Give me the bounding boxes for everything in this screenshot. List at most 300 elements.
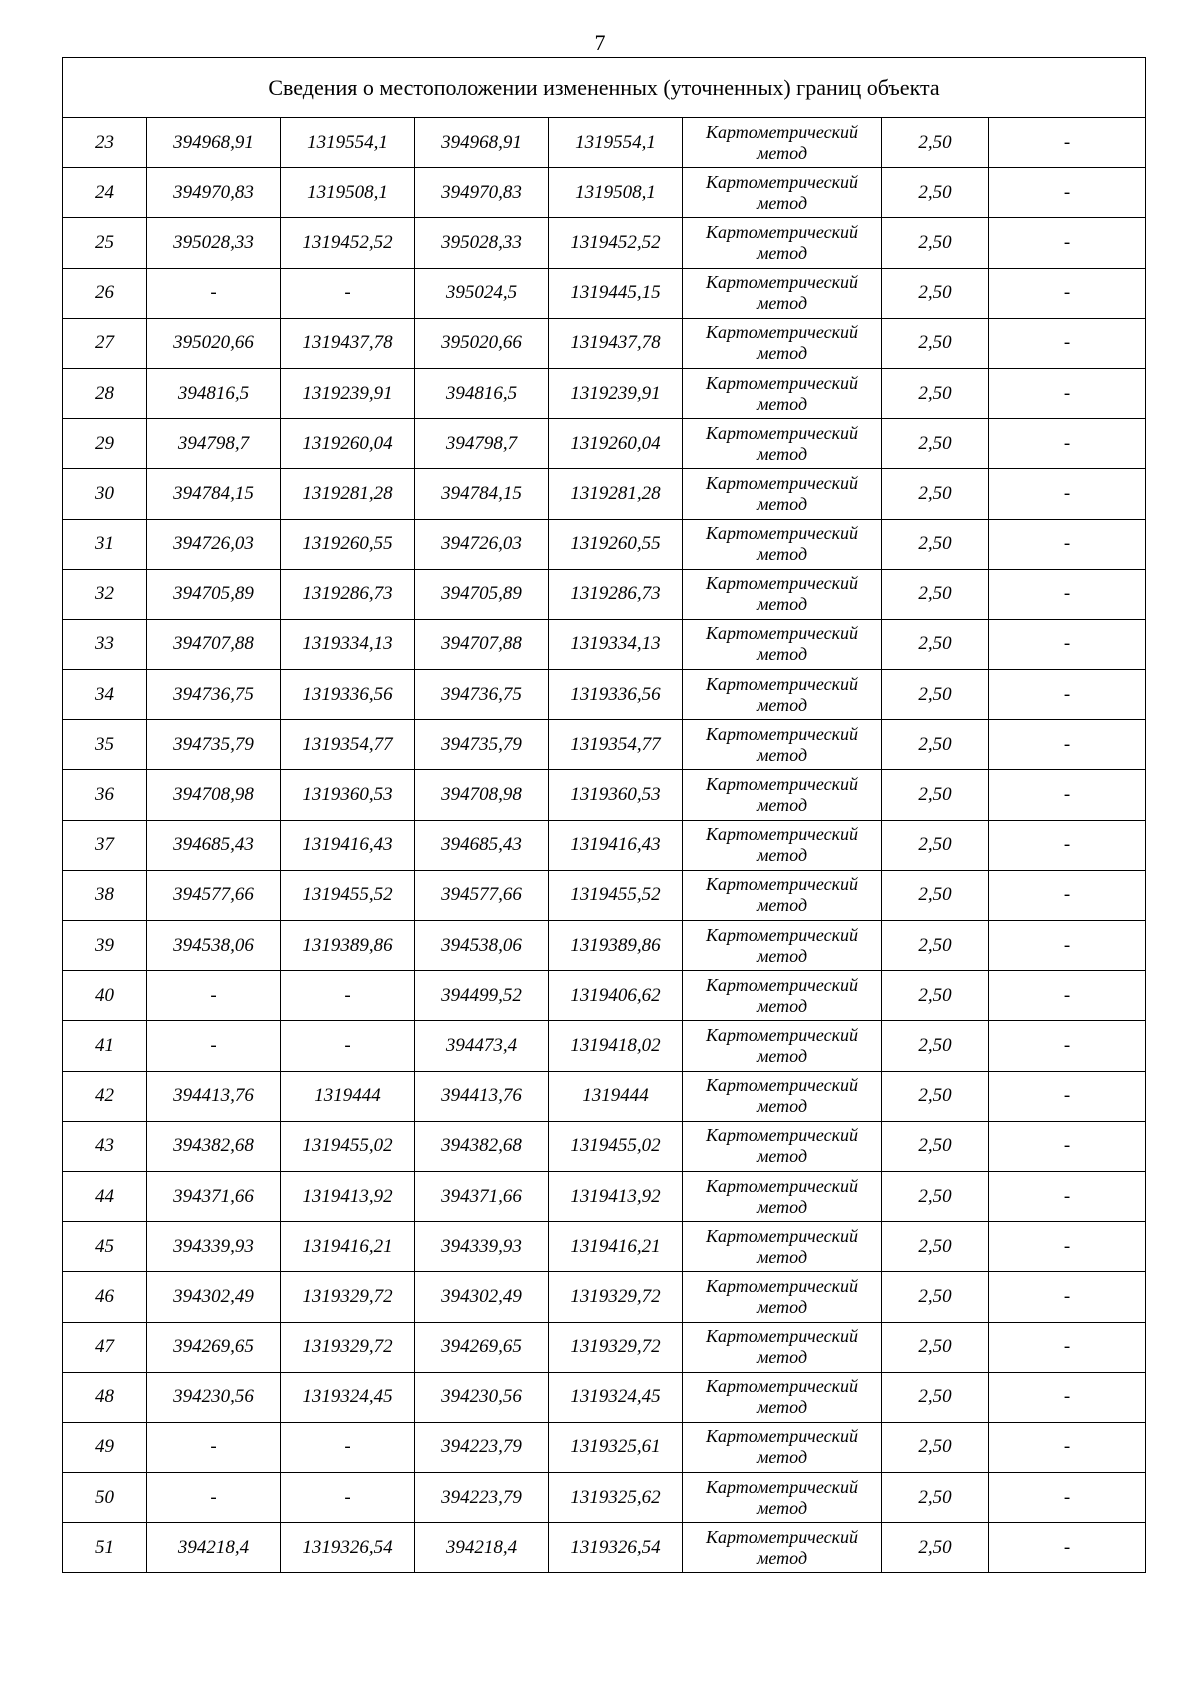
point-number-cell: 24 [63, 168, 147, 218]
method-line-1: Картометрический [705, 1175, 858, 1196]
y-existing-cell: 1319455,52 [281, 870, 415, 920]
x-existing-cell: 394784,15 [147, 469, 281, 519]
note-cell: - [989, 419, 1146, 469]
method-line-1: Картометрический [705, 924, 858, 945]
y-existing-cell: 1319329,72 [281, 1272, 415, 1322]
method-cell [683, 1473, 882, 1523]
x-refined-cell: 394413,76 [415, 1071, 549, 1121]
table-row [63, 1272, 1146, 1322]
y-existing-cell: 1319360,53 [281, 770, 415, 820]
method-line-2: метод [756, 744, 808, 765]
precision-cell: 2,50 [882, 1071, 989, 1121]
method-line-2: метод [756, 1045, 808, 1066]
note-cell: - [989, 268, 1146, 318]
x-existing-cell: 394968,91 [147, 118, 281, 168]
method-line-1: Картометрический [705, 1376, 858, 1397]
method-line-1: Картометрический [705, 974, 858, 995]
point-number-cell: 32 [63, 569, 147, 619]
point-number-cell: 36 [63, 770, 147, 820]
y-existing-cell: 1319437,78 [281, 318, 415, 368]
method-line-2: метод [756, 694, 808, 715]
note-cell: - [989, 1473, 1146, 1523]
y-refined-cell: 1319239,91 [549, 368, 683, 418]
note-cell: - [989, 670, 1146, 720]
method-line-2: метод [756, 1397, 808, 1418]
y-refined-cell: 1319324,45 [549, 1372, 683, 1422]
method-line-1: Картометрический [705, 272, 858, 293]
method-line-1: Картометрический [705, 1275, 858, 1296]
method-cell [683, 569, 882, 619]
precision-cell: 2,50 [882, 1121, 989, 1171]
method-line-2: метод [756, 544, 808, 565]
x-existing-cell: 394735,79 [147, 720, 281, 770]
note-cell: - [989, 619, 1146, 669]
point-number-cell: 35 [63, 720, 147, 770]
note-cell: - [989, 218, 1146, 268]
precision-cell: 2,50 [882, 268, 989, 318]
precision-cell: 2,50 [882, 318, 989, 368]
precision-cell: 2,50 [882, 519, 989, 569]
method-line-1: Картометрический [705, 1476, 858, 1497]
x-refined-cell: 394499,52 [415, 971, 549, 1021]
x-existing-cell: 394371,66 [147, 1171, 281, 1221]
method-line-1: Картометрический [705, 673, 858, 694]
table-row [63, 1171, 1146, 1221]
x-existing-cell: 394269,65 [147, 1322, 281, 1372]
method-line-1: Картометрический [705, 171, 858, 192]
y-refined-cell: 1319329,72 [549, 1322, 683, 1372]
y-refined-cell: 1319325,61 [549, 1422, 683, 1472]
point-number-cell: 49 [63, 1422, 147, 1472]
x-refined-cell: 394339,93 [415, 1222, 549, 1272]
method-line-1: Картометрический [705, 573, 858, 594]
method-line-2: метод [756, 1296, 808, 1317]
note-cell: - [989, 1121, 1146, 1171]
x-existing-cell: - [147, 971, 281, 1021]
x-refined-cell: 395024,5 [415, 268, 549, 318]
x-refined-cell: 394302,49 [415, 1272, 549, 1322]
point-number-cell: 46 [63, 1272, 147, 1322]
x-refined-cell: 394705,89 [415, 569, 549, 619]
x-existing-cell: 394413,76 [147, 1071, 281, 1121]
method-line-1: Картометрический [705, 774, 858, 795]
y-existing-cell: 1319354,77 [281, 720, 415, 770]
method-line-1: Картометрический [705, 1426, 858, 1447]
x-existing-cell: 394339,93 [147, 1222, 281, 1272]
x-existing-cell: 395020,66 [147, 318, 281, 368]
y-refined-cell: 1319286,73 [549, 569, 683, 619]
x-existing-cell: 394816,5 [147, 368, 281, 418]
method-line-1: Картометрический [705, 422, 858, 443]
method-line-2: метод [756, 795, 808, 816]
note-cell: - [989, 720, 1146, 770]
method-cell [683, 368, 882, 418]
table-row [63, 1021, 1146, 1071]
precision-cell: 2,50 [882, 1222, 989, 1272]
y-refined-cell: 1319360,53 [549, 770, 683, 820]
note-cell: - [989, 1322, 1146, 1372]
table-row [63, 168, 1146, 218]
x-refined-cell: 394784,15 [415, 469, 549, 519]
table-row [63, 218, 1146, 268]
point-number-cell: 34 [63, 670, 147, 720]
note-cell: - [989, 569, 1146, 619]
point-number-cell: 23 [63, 118, 147, 168]
precision-cell: 2,50 [882, 218, 989, 268]
note-cell: - [989, 1021, 1146, 1071]
point-number-cell: 39 [63, 921, 147, 971]
method-line-2: метод [756, 293, 808, 314]
precision-cell: 2,50 [882, 469, 989, 519]
y-existing-cell: 1319452,52 [281, 218, 415, 268]
precision-cell: 2,50 [882, 368, 989, 418]
note-cell: - [989, 519, 1146, 569]
precision-cell: 2,50 [882, 820, 989, 870]
method-cell [683, 118, 882, 168]
x-existing-cell: 394538,06 [147, 921, 281, 971]
x-refined-cell: 394726,03 [415, 519, 549, 569]
method-line-2: метод [756, 1347, 808, 1368]
note-cell: - [989, 1171, 1146, 1221]
method-cell [683, 770, 882, 820]
method-line-1: Картометрический [705, 221, 858, 242]
note-cell: - [989, 1422, 1146, 1472]
point-number-cell: 30 [63, 469, 147, 519]
method-cell [683, 218, 882, 268]
note-cell: - [989, 870, 1146, 920]
method-cell [683, 971, 882, 1021]
method-cell [683, 1322, 882, 1372]
method-line-1: Картометрический [705, 372, 858, 393]
y-refined-cell: 1319455,02 [549, 1121, 683, 1171]
method-line-1: Картометрический [705, 1326, 858, 1347]
y-existing-cell: 1319416,21 [281, 1222, 415, 1272]
point-number-cell: 29 [63, 419, 147, 469]
y-refined-cell: 1319354,77 [549, 720, 683, 770]
method-line-1: Картометрический [705, 322, 858, 343]
precision-cell: 2,50 [882, 619, 989, 669]
table-row [63, 1473, 1146, 1523]
x-existing-cell: 394798,7 [147, 419, 281, 469]
y-existing-cell: 1319239,91 [281, 368, 415, 418]
y-existing-cell: 1319336,56 [281, 670, 415, 720]
point-number-cell: 38 [63, 870, 147, 920]
y-existing-cell: - [281, 1473, 415, 1523]
method-line-1: Картометрический [705, 1125, 858, 1146]
method-cell [683, 619, 882, 669]
y-existing-cell: 1319444 [281, 1071, 415, 1121]
method-line-2: метод [756, 192, 808, 213]
precision-cell: 2,50 [882, 870, 989, 920]
method-line-2: метод [756, 493, 808, 514]
table-row [63, 469, 1146, 519]
table-row [63, 318, 1146, 368]
method-cell [683, 820, 882, 870]
x-refined-cell: 394798,7 [415, 419, 549, 469]
x-existing-cell: - [147, 268, 281, 318]
x-existing-cell: 395028,33 [147, 218, 281, 268]
table-row [63, 870, 1146, 920]
y-existing-cell: 1319260,04 [281, 419, 415, 469]
y-refined-cell: 1319554,1 [549, 118, 683, 168]
table-row [63, 569, 1146, 619]
point-number-cell: 51 [63, 1523, 147, 1573]
y-existing-cell: 1319334,13 [281, 619, 415, 669]
x-existing-cell: 394705,89 [147, 569, 281, 619]
method-line-2: метод [756, 1547, 808, 1568]
point-number-cell: 27 [63, 318, 147, 368]
table-row [63, 1222, 1146, 1272]
method-line-2: метод [756, 142, 808, 163]
y-existing-cell: 1319324,45 [281, 1372, 415, 1422]
point-number-cell: 40 [63, 971, 147, 1021]
y-existing-cell: 1319455,02 [281, 1121, 415, 1171]
method-line-2: метод [756, 1146, 808, 1167]
method-line-2: метод [756, 443, 808, 464]
precision-cell: 2,50 [882, 1422, 989, 1472]
y-existing-cell: 1319260,55 [281, 519, 415, 569]
y-refined-cell: 1319329,72 [549, 1272, 683, 1322]
method-line-1: Картометрический [705, 1024, 858, 1045]
precision-cell: 2,50 [882, 1372, 989, 1422]
x-refined-cell: 394685,43 [415, 820, 549, 870]
y-existing-cell: - [281, 1422, 415, 1472]
note-cell: - [989, 1222, 1146, 1272]
note-cell: - [989, 1272, 1146, 1322]
table-row [63, 1071, 1146, 1121]
method-cell [683, 469, 882, 519]
precision-cell: 2,50 [882, 770, 989, 820]
y-existing-cell: 1319286,73 [281, 569, 415, 619]
y-existing-cell: - [281, 1021, 415, 1071]
x-refined-cell: 394707,88 [415, 619, 549, 669]
y-refined-cell: 1319260,55 [549, 519, 683, 569]
y-existing-cell: - [281, 268, 415, 318]
y-refined-cell: 1319336,56 [549, 670, 683, 720]
method-line-2: метод [756, 1196, 808, 1217]
y-existing-cell: 1319508,1 [281, 168, 415, 218]
method-cell [683, 720, 882, 770]
method-line-1: Картометрический [705, 1225, 858, 1246]
point-number-cell: 45 [63, 1222, 147, 1272]
y-existing-cell: 1319416,43 [281, 820, 415, 870]
x-existing-cell: 394577,66 [147, 870, 281, 920]
x-existing-cell: 394736,75 [147, 670, 281, 720]
method-line-1: Картометрический [705, 472, 858, 493]
x-existing-cell: 394726,03 [147, 519, 281, 569]
x-refined-cell: 394708,98 [415, 770, 549, 820]
table-row [63, 820, 1146, 870]
precision-cell: 2,50 [882, 921, 989, 971]
note-cell: - [989, 168, 1146, 218]
precision-cell: 2,50 [882, 1272, 989, 1322]
method-cell [683, 1171, 882, 1221]
x-existing-cell: 394708,98 [147, 770, 281, 820]
y-refined-cell: 1319413,92 [549, 1171, 683, 1221]
point-number-cell: 43 [63, 1121, 147, 1171]
point-number-cell: 25 [63, 218, 147, 268]
y-refined-cell: 1319389,86 [549, 921, 683, 971]
x-refined-cell: 395028,33 [415, 218, 549, 268]
precision-cell: 2,50 [882, 1523, 989, 1573]
y-refined-cell: 1319326,54 [549, 1523, 683, 1573]
method-cell [683, 519, 882, 569]
method-cell [683, 419, 882, 469]
precision-cell: 2,50 [882, 118, 989, 168]
method-line-1: Картометрический [705, 1526, 858, 1547]
y-refined-cell: 1319281,28 [549, 469, 683, 519]
method-line-1: Картометрический [705, 824, 858, 845]
point-number-cell: 48 [63, 1372, 147, 1422]
y-refined-cell: 1319437,78 [549, 318, 683, 368]
method-line-1: Картометрический [705, 121, 858, 142]
x-refined-cell: 395020,66 [415, 318, 549, 368]
note-cell: - [989, 1372, 1146, 1422]
x-refined-cell: 394473,4 [415, 1021, 549, 1071]
method-cell [683, 870, 882, 920]
table-row [63, 971, 1146, 1021]
point-number-cell: 33 [63, 619, 147, 669]
method-line-1: Картометрический [705, 523, 858, 544]
table-row [63, 921, 1146, 971]
method-line-2: метод [756, 995, 808, 1016]
method-cell [683, 1272, 882, 1322]
page-number: 7 [594, 30, 606, 55]
method-cell [683, 1523, 882, 1573]
table-row [63, 519, 1146, 569]
precision-cell: 2,50 [882, 720, 989, 770]
x-refined-cell: 394223,79 [415, 1422, 549, 1472]
x-refined-cell: 394230,56 [415, 1372, 549, 1422]
table-row [63, 720, 1146, 770]
y-refined-cell: 1319416,21 [549, 1222, 683, 1272]
table-title-row [63, 58, 1146, 118]
precision-cell: 2,50 [882, 419, 989, 469]
table-row [63, 1422, 1146, 1472]
point-number-cell: 37 [63, 820, 147, 870]
note-cell: - [989, 118, 1146, 168]
note-cell: - [989, 1523, 1146, 1573]
table-row [63, 770, 1146, 820]
x-existing-cell: - [147, 1422, 281, 1472]
y-refined-cell: 1319444 [549, 1071, 683, 1121]
precision-cell: 2,50 [882, 168, 989, 218]
x-existing-cell: - [147, 1473, 281, 1523]
x-existing-cell: 394970,83 [147, 168, 281, 218]
point-number-cell: 31 [63, 519, 147, 569]
point-number-cell: 44 [63, 1171, 147, 1221]
boundary-coordinates-table [62, 57, 1146, 1573]
table-title: Сведения о местоположении измененных (уточненных) границ объекта [63, 58, 1146, 118]
method-line-2: метод [756, 594, 808, 615]
method-line-2: метод [756, 945, 808, 966]
y-refined-cell: 1319452,52 [549, 218, 683, 268]
table-row [63, 1121, 1146, 1171]
note-cell: - [989, 820, 1146, 870]
method-line-2: метод [756, 242, 808, 263]
point-number-cell: 41 [63, 1021, 147, 1071]
method-cell [683, 1422, 882, 1472]
method-line-2: метод [756, 1246, 808, 1267]
precision-cell: 2,50 [882, 1322, 989, 1372]
y-existing-cell: - [281, 971, 415, 1021]
table-row [63, 368, 1146, 418]
x-refined-cell: 394968,91 [415, 118, 549, 168]
note-cell: - [989, 921, 1146, 971]
x-existing-cell: 394230,56 [147, 1372, 281, 1422]
y-refined-cell: 1319260,04 [549, 419, 683, 469]
y-refined-cell: 1319325,62 [549, 1473, 683, 1523]
method-line-1: Картометрический [705, 874, 858, 895]
table-row [63, 619, 1146, 669]
method-cell [683, 1222, 882, 1272]
x-existing-cell: 394685,43 [147, 820, 281, 870]
point-number-cell: 50 [63, 1473, 147, 1523]
y-existing-cell: 1319281,28 [281, 469, 415, 519]
x-refined-cell: 394382,68 [415, 1121, 549, 1171]
method-line-2: метод [756, 845, 808, 866]
method-cell [683, 168, 882, 218]
x-refined-cell: 394577,66 [415, 870, 549, 920]
note-cell: - [989, 368, 1146, 418]
note-cell: - [989, 469, 1146, 519]
x-refined-cell: 394218,4 [415, 1523, 549, 1573]
table-row [63, 268, 1146, 318]
method-line-1: Картометрический [705, 723, 858, 744]
y-refined-cell: 1319416,43 [549, 820, 683, 870]
x-refined-cell: 394538,06 [415, 921, 549, 971]
method-line-2: метод [756, 895, 808, 916]
y-existing-cell: 1319329,72 [281, 1322, 415, 1372]
note-cell: - [989, 318, 1146, 368]
x-existing-cell: 394302,49 [147, 1272, 281, 1322]
y-existing-cell: 1319389,86 [281, 921, 415, 971]
x-refined-cell: 394269,65 [415, 1322, 549, 1372]
precision-cell: 2,50 [882, 971, 989, 1021]
method-cell [683, 921, 882, 971]
point-number-cell: 42 [63, 1071, 147, 1121]
method-line-2: метод [756, 393, 808, 414]
y-existing-cell: 1319554,1 [281, 118, 415, 168]
precision-cell: 2,50 [882, 1171, 989, 1221]
table-row [63, 1523, 1146, 1573]
method-line-2: метод [756, 343, 808, 364]
precision-cell: 2,50 [882, 1473, 989, 1523]
x-refined-cell: 394970,83 [415, 168, 549, 218]
x-existing-cell: 394707,88 [147, 619, 281, 669]
method-cell [683, 1121, 882, 1171]
x-refined-cell: 394371,66 [415, 1171, 549, 1221]
method-line-1: Картометрический [705, 1075, 858, 1096]
x-existing-cell: 394218,4 [147, 1523, 281, 1573]
table-row [63, 419, 1146, 469]
precision-cell: 2,50 [882, 569, 989, 619]
y-existing-cell: 1319326,54 [281, 1523, 415, 1573]
y-refined-cell: 1319455,52 [549, 870, 683, 920]
method-line-2: метод [756, 1447, 808, 1468]
y-refined-cell: 1319508,1 [549, 168, 683, 218]
x-refined-cell: 394816,5 [415, 368, 549, 418]
precision-cell: 2,50 [882, 1021, 989, 1071]
note-cell: - [989, 971, 1146, 1021]
table-row [63, 670, 1146, 720]
method-line-1: Картометрический [705, 623, 858, 644]
y-refined-cell: 1319406,62 [549, 971, 683, 1021]
method-cell [683, 1372, 882, 1422]
method-line-2: метод [756, 1096, 808, 1117]
method-cell [683, 1071, 882, 1121]
y-refined-cell: 1319445,15 [549, 268, 683, 318]
